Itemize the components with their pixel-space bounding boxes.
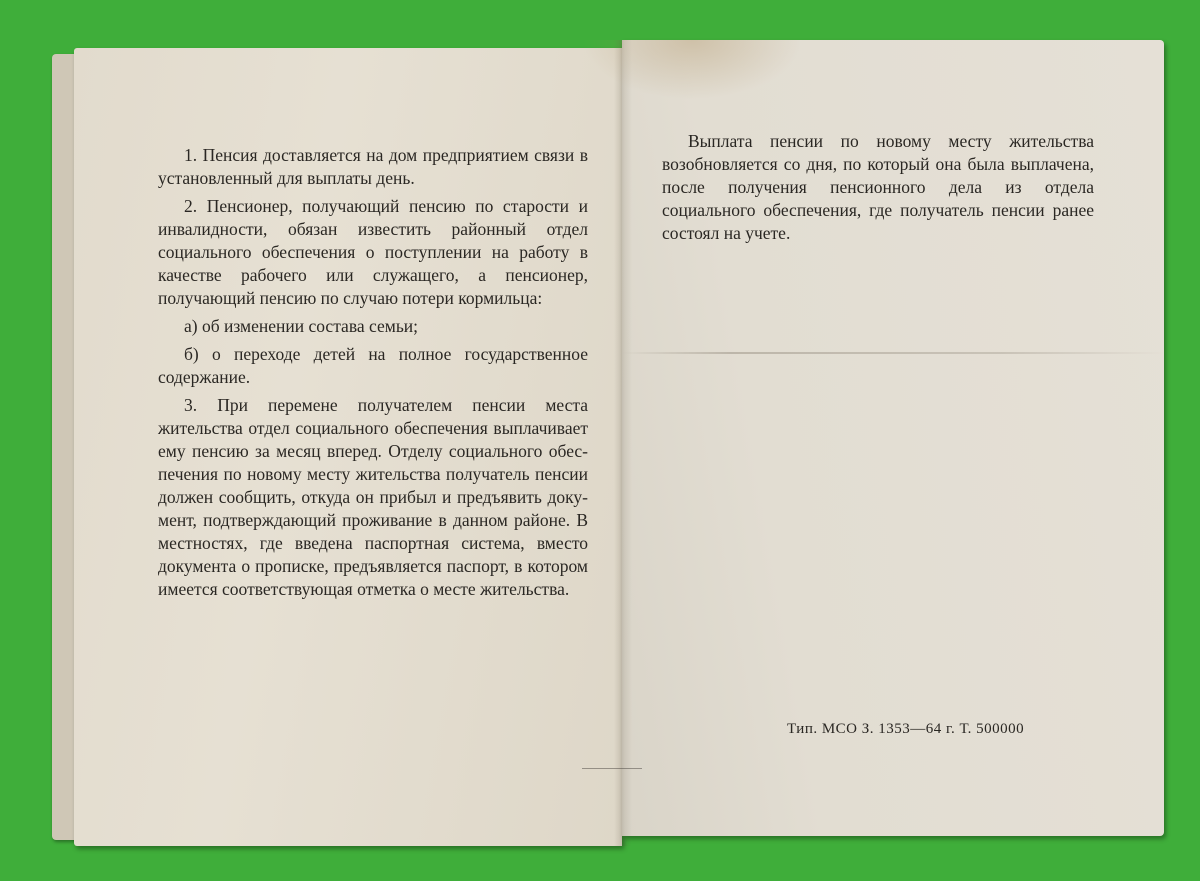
dash-mark	[582, 768, 642, 769]
paragraph-2: 2. Пенсионер, получающий пенсию по старости и инвалидности, обязан известить районный отдел социального обеспечения о поступлении на работу в качестве рабочего или служащего, а пенсионер, получающий пенсию по случаю потери кормильца:	[158, 196, 588, 308]
pension-booklet	[52, 40, 1164, 848]
right-page-text	[662, 130, 1094, 245]
paragraph-payment-resume: Выплата пенсии по новому месту жительства возобновляется со дня, по который она была выплачена, после получения пенсионного дела из отдела социального обеспечения, где получатель пенсии ранее состоял на учете.	[662, 131, 1094, 243]
printing-info: Тип. МСО З. 1353—64 г. Т. 500000	[787, 721, 1025, 737]
paragraph-2b: б) о переходе детей на полное государственное содержание.	[158, 344, 588, 387]
paragraph-3: 3. При перемене получателем пенсии места жительства отдел социального обеспечения выплачивает ему пенсию за месяц вперед. Отделу социального обеспечения по новому месту жительства получатель пенсии должен сообщить, откуда он прибыл и предъявить документ, подтверждающий проживание в данном районе. В местностях, где введена паспортная система, вместо документа о прописке, предъявляется паспорт, в котором имеется соответствующая отметка о месте жительства.	[158, 395, 588, 599]
left-page-text	[158, 144, 588, 606]
paragraph-2a: а) об изменении состава семьи;	[184, 316, 419, 336]
paragraph-1: 1. Пенсия доставляется на дом предприятием связи в установленный для выплаты день.	[158, 145, 588, 188]
